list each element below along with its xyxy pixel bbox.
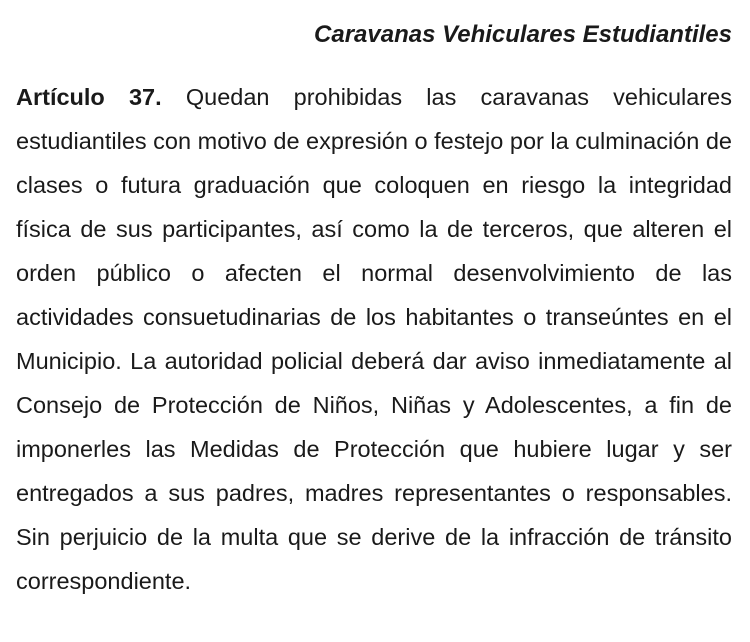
section-heading: Caravanas Vehiculares Estudiantiles	[314, 21, 732, 48]
article-paragraph	[16, 75, 732, 603]
article-body: Quedan prohibidas las caravanas vehiculares estudiantiles con motivo de expresión o festejo por la culminación de clases o futura graduación que coloquen en riesgo la integridad física de sus participantes, así como la de terceros, que alteren el orden público o afecten el normal desenvolvimiento de las actividades consuetudinarias de los habitantes o transeúntes en el Municipio. La autoridad policial deberá dar aviso inmediatamente al Consejo de Protección de Niños, Niñas y Adolescentes, a fin de imponerles las Medidas de Protección que hubiere lugar y ser entregados a sus padres, madres representantes o responsables. Sin perjuicio de la multa que se derive de la infracción de tránsito correspondiente.	[16, 84, 732, 594]
article-number: Artículo 37.	[16, 84, 162, 110]
